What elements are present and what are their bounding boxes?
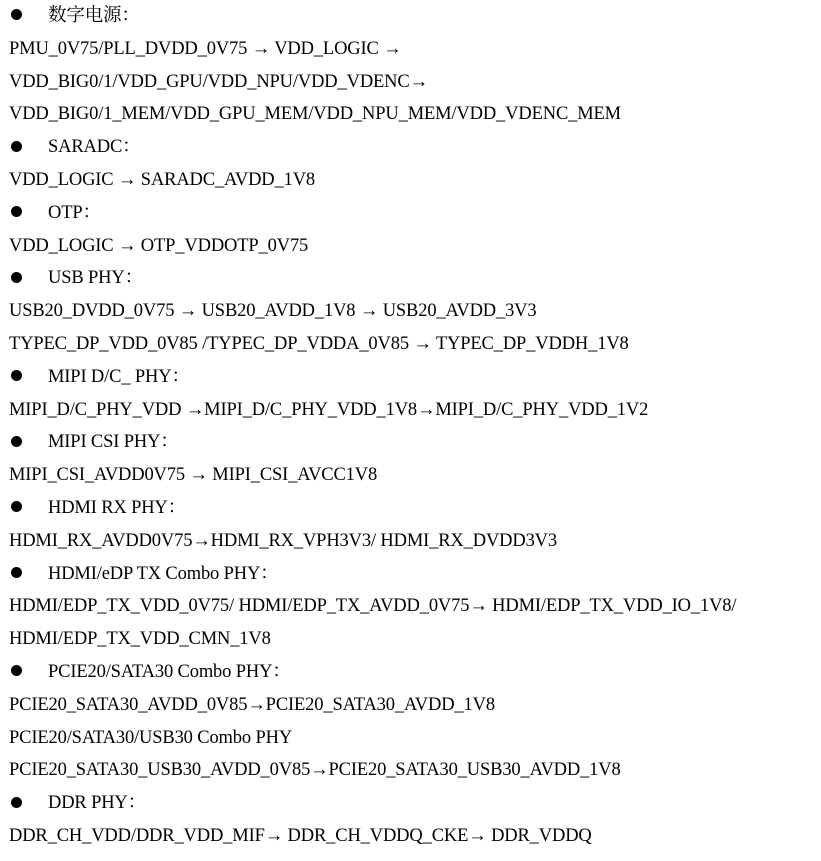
section-heading-pcie-sata-phy [9,656,819,689]
section-title: MIPI CSI PHY： [48,432,179,453]
bullet-icon [11,436,22,447]
power-sequence-line: VDD_LOGIC → SARADC_AVDD_1V8 [9,169,316,190]
section-heading-mipi-dc-phy [9,361,819,394]
section-title: MIPI D/C_ PHY： [48,366,190,387]
bullet-icon [11,501,22,512]
section-heading-ddr-phy [9,787,819,820]
power-sequence-line: VDD_BIG0/1/VDD_GPU/VDD_NPU/VDD_VDENC→ [9,71,428,92]
section-heading-saradc [9,131,819,164]
section-title: SARADC： [48,137,141,158]
power-sequence-line: VDD_BIG0/1_MEM/VDD_GPU_MEM/VDD_NPU_MEM/VDD_VDENC_MEM [9,104,621,125]
bullet-icon [11,797,22,808]
bullet-icon [11,272,22,283]
section-title: DDR PHY： [48,793,146,814]
section-title: OTP： [48,202,101,223]
section-heading-hdmi-edp-tx-phy [9,558,819,591]
power-sequence-line: PCIE20_SATA30_USB30_AVDD_0V85→PCIE20_SATA30_USB30_AVDD_1V8 [9,760,621,781]
bullet-icon [11,370,22,381]
power-sequence-line: USB20_DVDD_0V75 → USB20_AVDD_1V8 → USB20_AVDD_3V3 [9,301,537,322]
power-sequence-line: TYPEC_DP_VDD_0V85 /TYPEC_DP_VDDA_0V85 → TYPEC_DP_VDDH_1V8 [9,333,629,354]
section-heading-digital-power [9,0,819,33]
power-sequence-line: PCIE20_SATA30_AVDD_0V85→PCIE20_SATA30_AVDD_1V8 [9,694,495,715]
section-heading-otp [9,197,819,230]
section-title: HDMI RX PHY： [48,497,186,518]
power-sequence-line: HDMI_RX_AVDD0V75→HDMI_RX_VPH3V3/ HDMI_RX_DVDD3V3 [9,530,557,551]
bullet-icon [11,9,22,20]
power-sequence-line: DDR_CH_VDD/DDR_VDD_MIF→ DDR_CH_VDDQ_CKE→ DDR_VDDQ [9,825,592,846]
power-sequence-line: PMU_0V75/PLL_DVDD_0V75 → VDD_LOGIC → [9,38,402,59]
section-title: 数字电源： [48,6,140,26]
document-body [9,0,819,853]
bullet-icon [11,206,22,217]
section-title: HDMI/eDP TX Combo PHY： [48,563,279,584]
section-heading-hdmi-rx-phy [9,492,819,525]
section-heading-usb-phy [9,262,819,295]
bullet-icon [11,567,22,578]
section-title: PCIE20/SATA30 Combo PHY： [48,661,291,682]
section-heading-mipi-csi-phy [9,426,819,459]
bullet-icon [11,665,22,676]
power-sequence-line: HDMI/EDP_TX_VDD_CMN_1V8 [9,629,271,650]
power-sequence-line: PCIE20/SATA30/USB30 Combo PHY [9,727,293,748]
power-sequence-line: VDD_LOGIC → OTP_VDDOTP_0V75 [9,235,309,256]
bullet-icon [11,141,22,152]
power-sequence-line: MIPI_CSI_AVDD0V75 → MIPI_CSI_AVCC1V8 [9,465,378,486]
section-title: USB PHY： [48,268,143,289]
power-sequence-line: MIPI_D/C_PHY_VDD →MIPI_D/C_PHY_VDD_1V8→MIPI_D/C_PHY_VDD_1V2 [9,399,649,420]
power-sequence-line: HDMI/EDP_TX_VDD_0V75/ HDMI/EDP_TX_AVDD_0V75→ HDMI/EDP_TX_VDD_IO_1V8/ [9,596,737,617]
